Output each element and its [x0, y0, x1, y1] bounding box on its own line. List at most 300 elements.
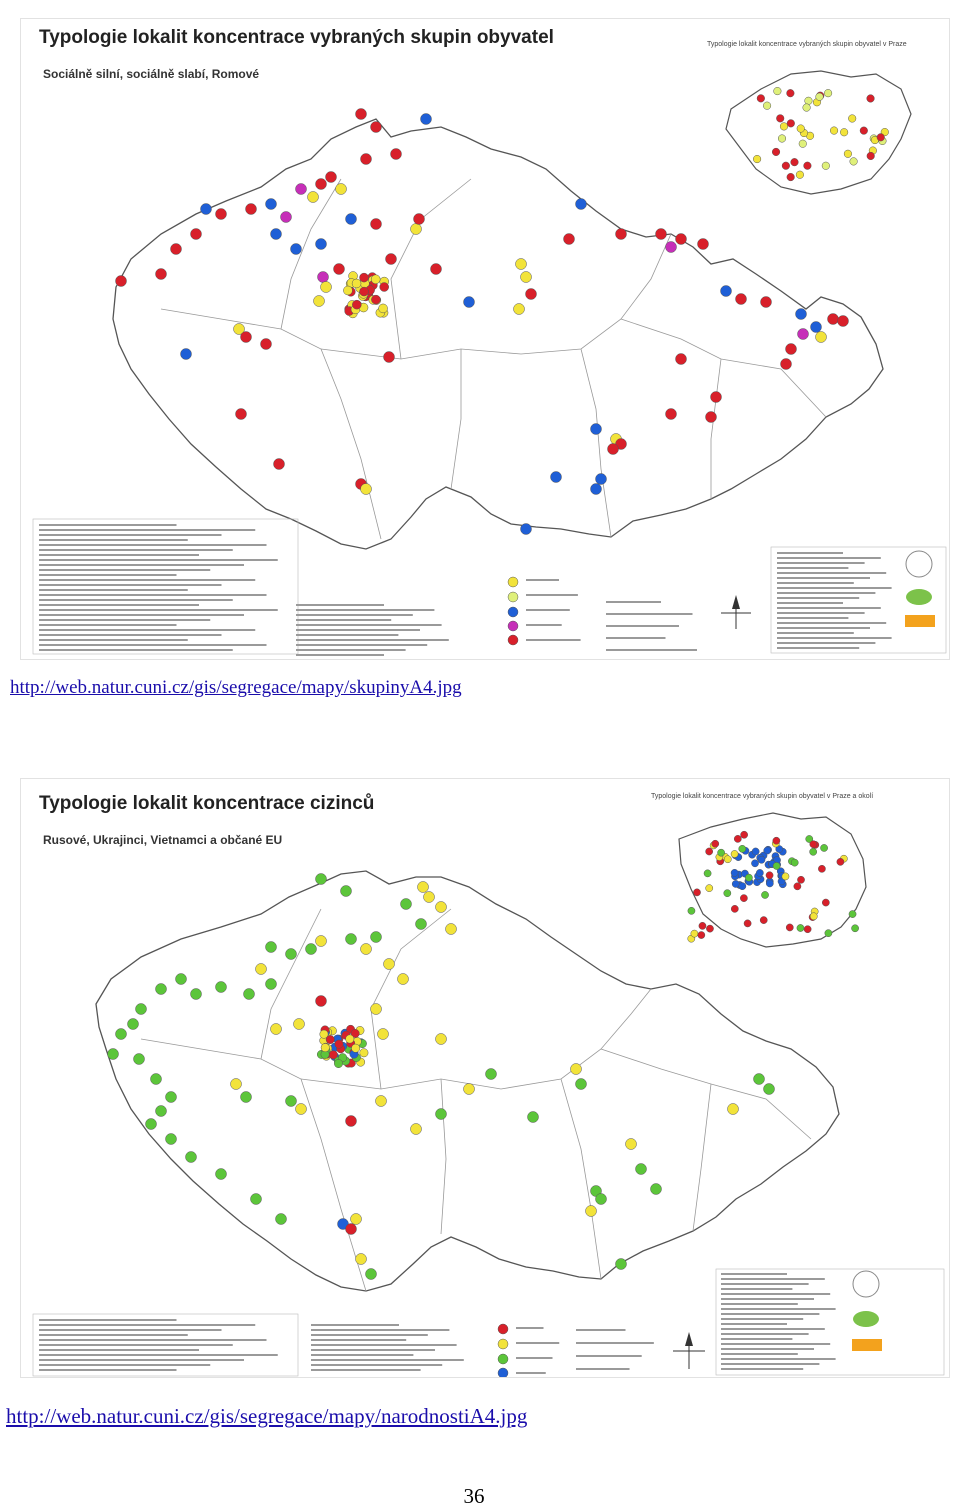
- illegible-text-line: [296, 614, 413, 616]
- illegible-text-line: [777, 597, 859, 599]
- map-marker: [867, 95, 875, 103]
- legend-text-block: [33, 1269, 944, 1377]
- illegible-text-line: [576, 1329, 626, 1331]
- illegible-text-line: [777, 582, 854, 584]
- map-marker: [281, 212, 292, 223]
- illegible-text-line: [516, 1327, 544, 1329]
- map-marker: [698, 239, 709, 250]
- illegible-text-line: [296, 629, 420, 631]
- illegible-text-line: [576, 1355, 642, 1357]
- illegible-text-line: [721, 1343, 830, 1345]
- map-marker: [576, 1079, 587, 1090]
- map-marker: [151, 1074, 162, 1085]
- map-marker: [766, 872, 773, 879]
- map-marker: [773, 862, 780, 869]
- map-marker: [351, 1044, 359, 1052]
- illegible-text-line: [777, 577, 870, 579]
- map-marker: [108, 1049, 119, 1060]
- map-marker: [787, 89, 795, 97]
- map-marker: [830, 127, 838, 135]
- map-marker: [706, 925, 713, 932]
- map-marker: [698, 931, 705, 938]
- illegible-text-line: [777, 647, 859, 649]
- illegible-text-line: [39, 584, 222, 586]
- logo-green: [906, 589, 932, 605]
- map-marker: [728, 1104, 739, 1115]
- map-marker: [286, 949, 297, 960]
- map-marker: [436, 1034, 447, 1045]
- inset-title: Typologie lokalit koncentrace vybraných skupin obyvatel v Praze: [707, 41, 907, 48]
- illegible-text-line: [39, 599, 233, 601]
- map-marker: [774, 87, 782, 95]
- map-marker: [822, 899, 829, 906]
- map-marker: [691, 930, 698, 937]
- map-marker: [384, 959, 395, 970]
- illegible-text-line: [777, 632, 854, 634]
- illegible-text-line: [39, 589, 188, 591]
- illegible-text-line: [311, 1369, 421, 1371]
- map-marker: [316, 239, 327, 250]
- map-marker: [851, 925, 858, 932]
- map-marker: [514, 304, 525, 315]
- illegible-text-line: [777, 567, 848, 569]
- map-marker: [231, 1079, 242, 1090]
- map-marker: [401, 899, 412, 910]
- map-marker: [676, 354, 687, 365]
- illegible-text-line: [39, 594, 267, 596]
- map-marker: [371, 219, 382, 230]
- map-marker: [314, 296, 325, 307]
- map-marker: [791, 158, 799, 166]
- map-marker: [797, 125, 805, 133]
- map-marker: [666, 409, 677, 420]
- map-marker: [818, 865, 825, 872]
- map-marker: [764, 1084, 775, 1095]
- map-marker: [706, 885, 713, 892]
- map-marker: [414, 214, 425, 225]
- map-marker: [816, 93, 824, 101]
- map-marker: [386, 254, 397, 265]
- map-subtitle: Rusové, Ukrajinci, Vietnamci a občané EU: [43, 833, 283, 847]
- map-marker: [156, 984, 167, 995]
- map-marker: [321, 282, 332, 293]
- illegible-text-line: [721, 1313, 819, 1315]
- illegible-text-line: [296, 604, 384, 606]
- map-marker: [526, 289, 537, 300]
- illegible-text-line: [516, 1372, 546, 1374]
- map-marker: [666, 242, 677, 253]
- map-marker: [421, 114, 432, 125]
- illegible-text-line: [721, 1338, 792, 1340]
- north-arrow: [673, 1332, 705, 1369]
- map-marker: [346, 934, 357, 945]
- illegible-text-line: [39, 559, 278, 561]
- map-marker: [822, 162, 830, 170]
- illegible-text-line: [296, 649, 406, 651]
- map-marker: [796, 171, 804, 179]
- map-marker: [810, 913, 817, 920]
- illegible-text-line: [39, 649, 233, 651]
- illegible-text-line: [39, 554, 199, 556]
- legend-color-swatches: [498, 1324, 508, 1377]
- map-marker: [760, 917, 767, 924]
- illegible-text-line: [516, 1342, 559, 1344]
- map-marker: [736, 294, 747, 305]
- map-marker: [361, 154, 372, 165]
- illegible-text-line: [39, 644, 267, 646]
- map-marker: [751, 860, 758, 867]
- map-marker: [739, 845, 746, 852]
- map-marker: [464, 1084, 475, 1095]
- legend-text-block: [33, 519, 946, 659]
- map-marker: [724, 890, 731, 897]
- map-marker: [608, 444, 619, 455]
- illegible-text-line: [721, 1353, 798, 1355]
- map-marker: [877, 133, 885, 141]
- map-marker: [752, 848, 759, 855]
- illegible-text-line: [39, 604, 199, 606]
- map-canvas: [21, 19, 949, 659]
- map-marker: [181, 349, 192, 360]
- map-marker: [318, 272, 329, 283]
- illegible-text-line: [721, 1323, 787, 1325]
- illegible-text-line: [721, 1283, 809, 1285]
- map-marker: [431, 264, 442, 275]
- map-marker: [436, 902, 447, 913]
- map-marker: [291, 244, 302, 255]
- map-marker: [591, 484, 602, 495]
- map-marker: [296, 1104, 307, 1115]
- map-marker: [778, 135, 786, 143]
- map-marker: [761, 297, 772, 308]
- map-marker: [757, 95, 765, 103]
- illegible-text-line: [39, 619, 210, 621]
- map-marker: [616, 229, 627, 240]
- illegible-text-line: [721, 1278, 825, 1280]
- map-marker: [797, 876, 804, 883]
- illegible-text-line: [311, 1354, 413, 1356]
- map-marker: [266, 942, 277, 953]
- map-marker: [811, 322, 822, 333]
- illegible-text-line: [606, 613, 693, 615]
- illegible-text-line: [39, 614, 244, 616]
- map-marker: [166, 1092, 177, 1103]
- map-marker: [376, 1096, 387, 1107]
- illegible-text-line: [311, 1359, 464, 1361]
- map-marker: [776, 115, 784, 123]
- map-marker: [371, 275, 380, 284]
- illegible-text-line: [39, 624, 177, 626]
- illegible-text-line: [721, 1328, 825, 1330]
- map-marker: [787, 173, 795, 181]
- map-marker: [371, 122, 382, 133]
- map-marker: [787, 120, 795, 128]
- map-marker: [810, 841, 817, 848]
- map-marker: [398, 974, 409, 985]
- illegible-text-line: [311, 1349, 435, 1351]
- illegible-text-line: [721, 1368, 803, 1370]
- map-marker: [848, 115, 856, 123]
- map-marker: [166, 1134, 177, 1145]
- map-marker: [849, 910, 856, 917]
- map-marker: [791, 859, 798, 866]
- map-marker: [356, 109, 367, 120]
- map-marker: [352, 300, 361, 309]
- map-marker: [256, 964, 267, 975]
- map-marker: [741, 831, 748, 838]
- map-marker: [134, 1054, 145, 1065]
- illegible-text-line: [311, 1324, 399, 1326]
- map-marker: [731, 869, 738, 876]
- map-image-social-groups: [20, 18, 950, 660]
- illegible-text-line: [721, 1348, 814, 1350]
- illegible-text-line: [576, 1342, 654, 1344]
- map-marker: [744, 920, 751, 927]
- map-marker: [651, 1184, 662, 1195]
- illegible-text-line: [311, 1344, 457, 1346]
- map-marker: [721, 286, 732, 297]
- map-marker: [384, 352, 395, 363]
- illegible-text-line: [526, 609, 570, 611]
- illegible-text-line: [526, 639, 581, 641]
- map-marker: [416, 919, 427, 930]
- map-marker: [825, 930, 832, 937]
- illegible-text-line: [311, 1339, 406, 1341]
- map-marker: [341, 886, 352, 897]
- map-marker: [201, 204, 212, 215]
- map-marker: [176, 974, 187, 985]
- map-marker: [796, 309, 807, 320]
- illegible-text-line: [721, 1363, 819, 1365]
- map-marker: [867, 152, 875, 160]
- map-marker: [316, 996, 327, 1007]
- map-marker: [616, 1259, 627, 1270]
- illegible-text-line: [721, 1358, 836, 1360]
- map-marker: [316, 936, 327, 947]
- map-marker: [321, 1043, 329, 1051]
- map-marker: [766, 880, 773, 887]
- map-marker: [732, 880, 739, 887]
- map-marker: [356, 1254, 367, 1265]
- illegible-text-line: [311, 1334, 428, 1336]
- illegible-text-line: [39, 609, 278, 611]
- map-marker: [626, 1139, 637, 1150]
- map-marker: [156, 269, 167, 280]
- illegible-text-line: [39, 544, 267, 546]
- illegible-text-line: [39, 574, 177, 576]
- illegible-text-line: [39, 1354, 278, 1356]
- map-marker: [191, 229, 202, 240]
- map-marker: [116, 1029, 127, 1040]
- illegible-text-line: [721, 1293, 830, 1295]
- map-marker: [782, 162, 790, 170]
- map-marker: [745, 874, 752, 881]
- map-marker: [171, 244, 182, 255]
- illegible-text-line: [777, 562, 865, 564]
- map-marker: [334, 1059, 342, 1067]
- illegible-text-line: [777, 557, 881, 559]
- map-marker: [586, 1206, 597, 1217]
- map-marker: [756, 869, 763, 876]
- map-marker: [216, 209, 227, 220]
- illegible-text-line: [296, 624, 442, 626]
- illegible-text-line: [777, 617, 848, 619]
- map-marker: [366, 1269, 377, 1280]
- illegible-text-line: [721, 1318, 803, 1320]
- map-marker: [326, 172, 337, 183]
- map-marker: [446, 924, 457, 935]
- illegible-text-line: [39, 579, 255, 581]
- map-marker: [824, 89, 832, 97]
- illegible-text-line: [606, 625, 679, 627]
- illegible-text-line: [39, 564, 244, 566]
- illegible-text-line: [39, 1349, 199, 1351]
- map-marker: [688, 907, 695, 914]
- map-marker: [418, 882, 429, 893]
- map-marker: [828, 314, 839, 325]
- map-marker: [810, 848, 817, 855]
- map-title: Typologie lokalit koncentrace cizinců: [39, 793, 375, 814]
- map-marker: [521, 524, 532, 535]
- map-marker: [216, 1169, 227, 1180]
- map-marker: [786, 344, 797, 355]
- illegible-text-line: [311, 1329, 449, 1331]
- map-marker: [246, 204, 257, 215]
- map-marker: [712, 840, 719, 847]
- illegible-text-line: [777, 572, 886, 574]
- map-marker: [596, 1194, 607, 1205]
- illegible-text-line: [721, 1303, 798, 1305]
- map-marker: [754, 1074, 765, 1085]
- map-marker: [804, 926, 811, 933]
- illegible-text-line: [721, 1298, 814, 1300]
- map-marker: [706, 848, 713, 855]
- logo-orange: [852, 1339, 882, 1351]
- map-marker: [436, 1109, 447, 1120]
- illegible-text-line: [39, 529, 255, 531]
- country-outline: [113, 119, 883, 549]
- illegible-text-line: [721, 1288, 792, 1290]
- map-marker: [551, 472, 562, 483]
- illegible-text-line: [777, 607, 881, 609]
- map-marker: [528, 1112, 539, 1123]
- map-marker: [724, 856, 731, 863]
- illegible-text-line: [39, 1324, 255, 1326]
- caption-link-2[interactable]: http://web.natur.cuni.cz/gis/segregace/mapy/narodnostiA4.jpg: [6, 1404, 528, 1428]
- map-title: Typologie lokalit koncentrace vybraných skupin obyvatel: [39, 27, 554, 48]
- logo-orange: [905, 615, 935, 627]
- map-marker: [316, 179, 327, 190]
- map-marker: [411, 224, 422, 235]
- illegible-text-line: [39, 524, 177, 526]
- map-marker: [379, 304, 388, 313]
- illegible-text-line: [777, 622, 886, 624]
- illegible-text-line: [606, 649, 697, 651]
- map-marker: [731, 850, 738, 857]
- illegible-text-line: [296, 644, 427, 646]
- illegible-text-line: [39, 569, 210, 571]
- illegible-text-line: [721, 1333, 809, 1335]
- map-marker: [764, 847, 771, 854]
- map-marker: [805, 97, 813, 105]
- map-marker: [316, 874, 327, 885]
- map-marker: [271, 1024, 282, 1035]
- map-marker: [261, 339, 272, 350]
- map-marker: [516, 259, 527, 270]
- map-marker: [794, 883, 801, 890]
- map-marker: [294, 1019, 305, 1030]
- map-marker: [360, 1049, 368, 1057]
- map-marker: [844, 150, 852, 158]
- illegible-text-line: [606, 601, 661, 603]
- illegible-text-line: [311, 1364, 442, 1366]
- map-marker: [780, 123, 788, 131]
- map-marker: [335, 1040, 343, 1048]
- page-number: 36: [463, 1484, 485, 1508]
- map-marker: [820, 844, 827, 851]
- inset-title: Typologie lokalit koncentrace vybraných skupin obyvatel v Praze a okolí: [651, 793, 874, 800]
- caption-link-1[interactable]: http://web.natur.cuni.cz/gis/segregace/mapy/skupinyA4.jpg: [10, 677, 462, 698]
- illegible-text-line: [526, 594, 578, 596]
- map-marker: [346, 1035, 354, 1043]
- map-marker: [704, 870, 711, 877]
- illegible-text-line: [296, 639, 449, 641]
- illegible-text-line: [39, 1344, 233, 1346]
- map-marker: [799, 140, 807, 148]
- map-marker: [781, 359, 792, 370]
- illegible-text-line: [39, 1319, 177, 1321]
- map-marker: [244, 989, 255, 1000]
- map-marker: [286, 1096, 297, 1107]
- map-marker: [391, 149, 402, 160]
- map-marker: [371, 1004, 382, 1015]
- map-marker: [772, 148, 780, 156]
- map-marker: [740, 895, 747, 902]
- map-marker: [380, 282, 389, 291]
- map-marker: [343, 286, 352, 295]
- map-marker: [334, 264, 345, 275]
- map-marker: [596, 474, 607, 485]
- map-marker: [378, 1029, 389, 1040]
- map-marker: [782, 873, 789, 880]
- map-marker: [797, 924, 804, 931]
- illegible-text-line: [39, 629, 255, 631]
- map-marker: [706, 412, 717, 423]
- map-marker: [266, 979, 277, 990]
- illegible-text-line: [39, 1334, 188, 1336]
- map-marker: [521, 272, 532, 283]
- map-marker: [116, 276, 127, 287]
- map-marker: [734, 835, 741, 842]
- illegible-text-line: [576, 1368, 630, 1370]
- map-marker: [803, 104, 811, 112]
- map-marker: [346, 214, 357, 225]
- map-marker: [346, 1224, 357, 1235]
- map-marker: [576, 199, 587, 210]
- illegible-text-line: [39, 1364, 210, 1366]
- map-marker: [424, 892, 435, 903]
- illegible-text-line: [777, 612, 865, 614]
- illegible-text-line: [296, 619, 391, 621]
- map-marker: [266, 199, 277, 210]
- map-marker: [676, 234, 687, 245]
- illegible-text-line: [39, 1339, 267, 1341]
- illegible-text-line: [39, 1359, 244, 1361]
- illegible-text-line: [777, 552, 843, 554]
- map-marker: [850, 158, 858, 166]
- illegible-text-line: [777, 587, 892, 589]
- map-marker: [763, 102, 771, 110]
